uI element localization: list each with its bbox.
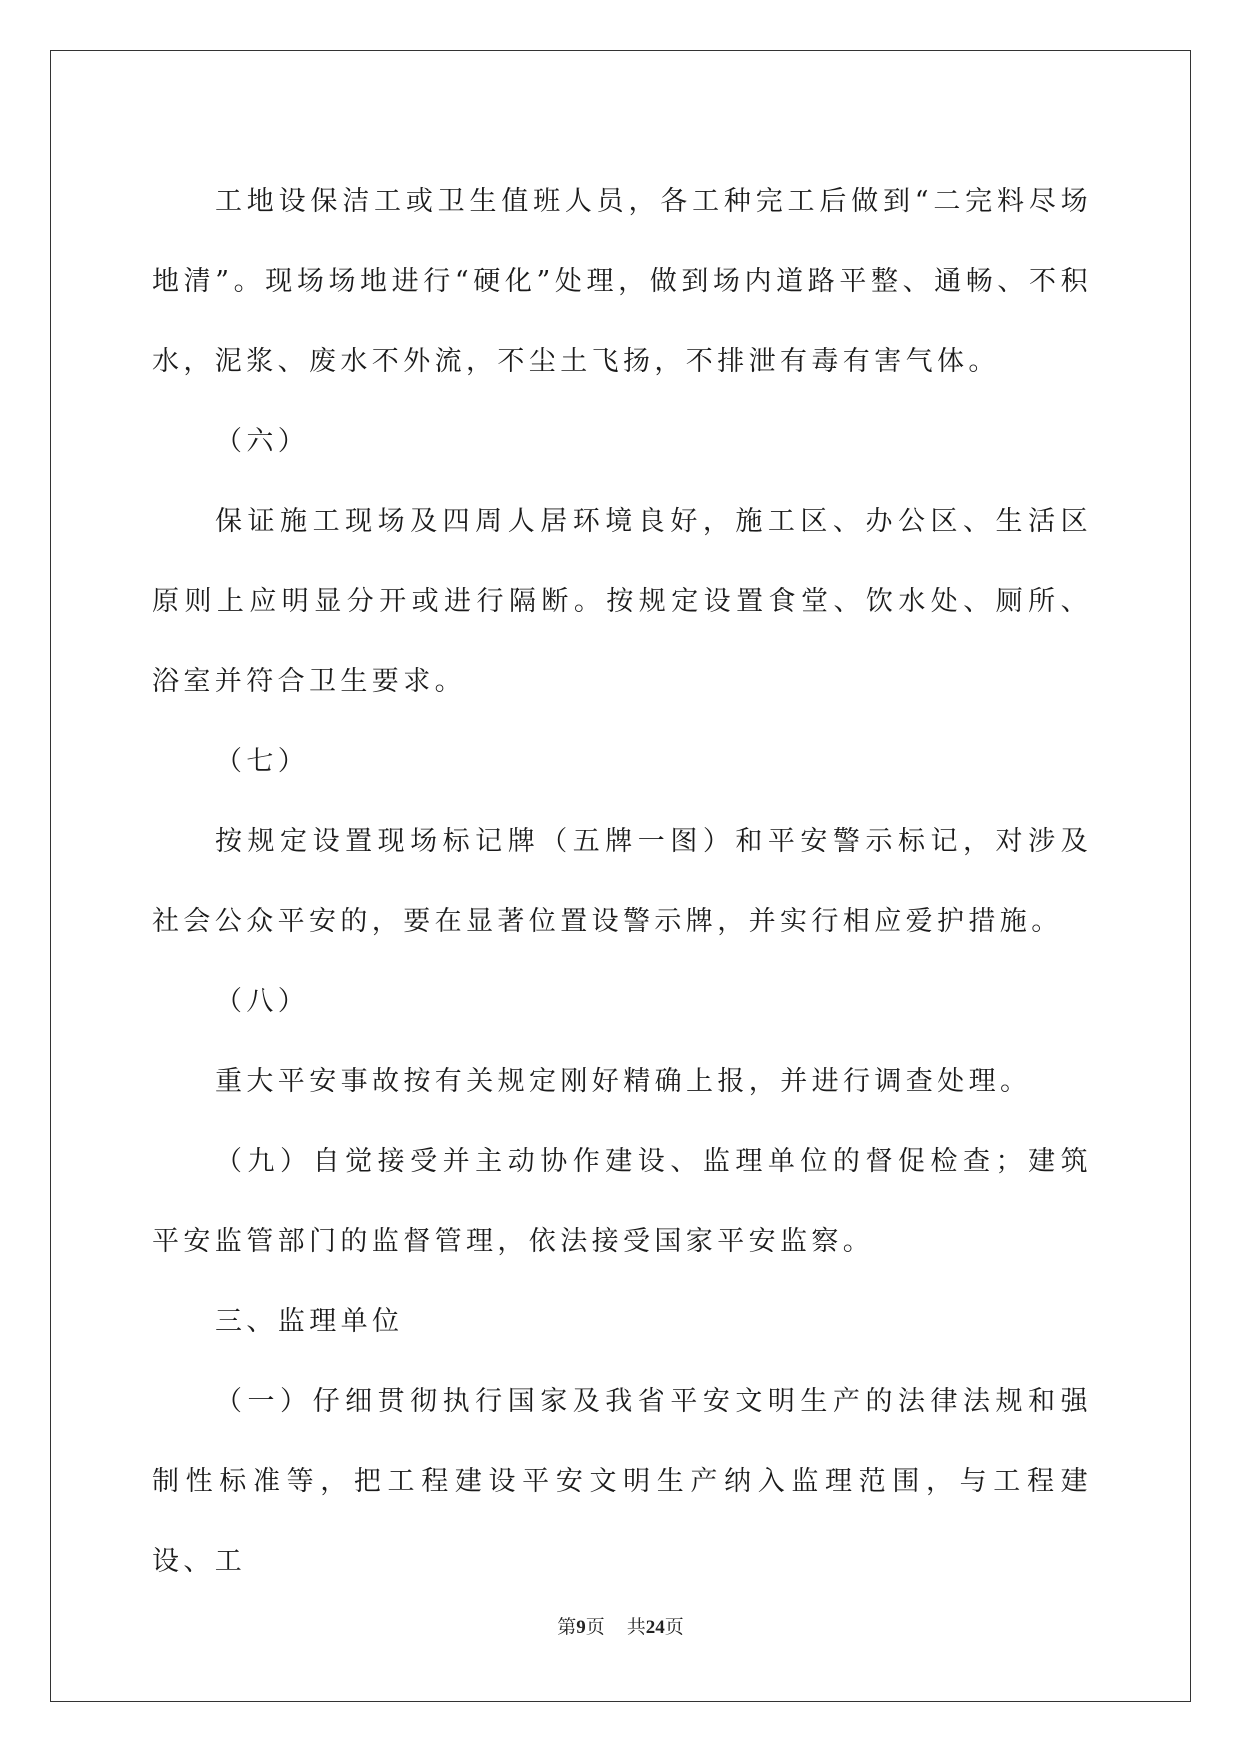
section-heading-6: （六）: [215, 426, 310, 457]
page-suffix: 页: [585, 1617, 605, 1638]
section-heading-7: （七）: [215, 746, 310, 777]
total-pages: 24: [645, 1617, 665, 1638]
paragraph-supervision: （九）自觉接受并主动协作建设、监理单位的督促检查；建筑平安监管部门的监督管理，依法接受国家平安监察。: [152, 1146, 1092, 1257]
paragraph-warning-signs: 按规定设置现场标记牌（五牌一图）和平安警示标记，对涉及社会公众平安的，要在显著位置设警示牌，并实行相应爱护措施。: [152, 826, 1092, 937]
document-body: [152, 162, 1092, 1602]
page-prefix: 第: [557, 1617, 577, 1638]
paragraph-living-environment: 保证施工现场及四周人居环境良好，施工区、办公区、生活区原则上应明显分开或进行隔断。按规定设置食堂、饮水处、厕所、浴室并符合卫生要求。: [152, 506, 1092, 697]
section-heading-supervising-unit: 三、监理单位: [215, 1306, 404, 1337]
paragraph-sanitation: 工地设保洁工或卫生值班人员，各工种完工后做到“二完料尽场地清”。现场场地进行“硬化”处理，做到场内道路平整、通畅、不积水，泥浆、废水不外流，不尘土飞扬，不排泄有毒有害气体。: [152, 186, 1092, 377]
paragraph-regulations: （一）仔细贯彻执行国家及我省平安文明生产的法律法规和强制性标准等，把工程建设平安文明生产纳入监理范围，与工程建设、工: [152, 1386, 1092, 1577]
paragraph-accident-reporting: 重大平安事故按有关规定刚好精确上报，并进行调查处理。: [215, 1066, 1032, 1097]
page-footer: [0, 1612, 1241, 1639]
total-prefix: 共: [626, 1617, 646, 1638]
section-heading-8: （八）: [215, 986, 310, 1017]
page-number: 9: [576, 1617, 586, 1638]
total-suffix: 页: [664, 1617, 684, 1638]
